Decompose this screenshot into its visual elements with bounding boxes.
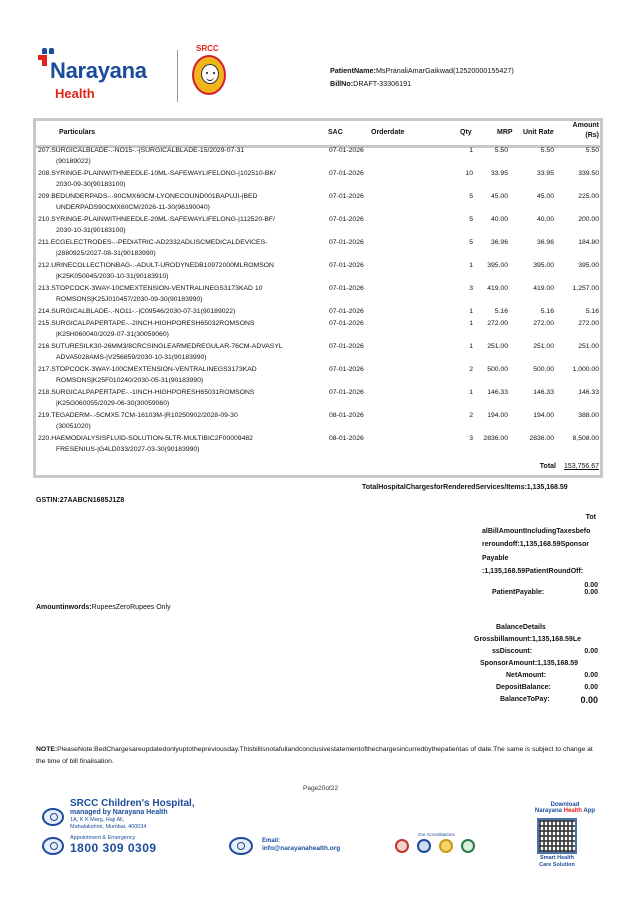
qty-cell: 1 bbox=[469, 147, 473, 154]
patient-payable-label: PatientPayable: bbox=[492, 589, 545, 596]
bill-no-value: DRAFT-33306191 bbox=[353, 79, 412, 88]
mrp-cell: 45.00 bbox=[490, 193, 508, 200]
amount-cell: 1,257.00 bbox=[572, 285, 599, 292]
amount-cell: 251.00 bbox=[578, 343, 599, 350]
qty-cell: 2 bbox=[469, 412, 473, 419]
gross-bill-line: Grossbillamount:1,135,168.59Le bbox=[474, 636, 581, 643]
item-description-cont: |K25H060040/2029-07-31(30059060) bbox=[56, 330, 169, 338]
particulars-cell bbox=[36, 192, 328, 213]
table-row bbox=[36, 365, 600, 388]
total-hospital-charges: TotalHospitalChargesforRenderedServices/Items:1,135,168.59 bbox=[362, 484, 568, 491]
orderdate-cell: 07-01-2026 bbox=[329, 193, 364, 200]
balance-to-pay-row bbox=[482, 696, 600, 703]
amount-cell: 395.00 bbox=[578, 262, 599, 269]
unit-rate-cell: 33.95 bbox=[536, 170, 554, 177]
item-description-cont: 2030-10-31(90183100) bbox=[56, 226, 126, 234]
table-row bbox=[36, 342, 600, 365]
table-row bbox=[36, 238, 600, 261]
mrp-cell: 419.00 bbox=[487, 285, 508, 292]
balance-title: BalanceDetails bbox=[496, 624, 546, 631]
qty-cell: 2 bbox=[469, 366, 473, 373]
child-face-icon bbox=[201, 64, 219, 84]
mrp-cell: 33.95 bbox=[490, 170, 508, 177]
mrp-cell: 272.00 bbox=[487, 320, 508, 327]
qty-cell: 1 bbox=[469, 262, 473, 269]
mrp-cell: 5.50 bbox=[494, 147, 508, 154]
email-link[interactable]: info@narayanahealth.org bbox=[262, 845, 341, 852]
unit-rate-cell: 419.00 bbox=[533, 285, 554, 292]
address-line-1: 1A, K K Marg, Haji Ali, bbox=[70, 817, 125, 823]
amount-cell: 5.50 bbox=[585, 147, 599, 154]
footer-managed-by: managed by Narayana Health bbox=[70, 809, 168, 816]
patient-payable-row bbox=[482, 589, 600, 596]
particulars-cell bbox=[36, 169, 328, 190]
item-description: 216.SUTURESILK30-26MM3/8CRCSINGLEARMEDREGULAR-76CM-ADVASYL bbox=[38, 343, 283, 350]
qty-cell: 1 bbox=[469, 389, 473, 396]
particulars-cell bbox=[36, 411, 328, 432]
page-number: Page20of22 bbox=[303, 785, 339, 792]
footer-address bbox=[70, 817, 146, 830]
amount-cell: 388.00 bbox=[578, 412, 599, 419]
smart-line-2: Care Solution bbox=[539, 861, 575, 868]
particulars-cell bbox=[36, 434, 328, 455]
mrp-cell: 5.16 bbox=[494, 308, 508, 315]
less-discount-row bbox=[482, 648, 600, 655]
particulars-cell bbox=[36, 238, 328, 259]
qty-cell: 3 bbox=[469, 435, 473, 442]
mrp-cell: 500.00 bbox=[487, 366, 508, 373]
note-label: NOTE: bbox=[36, 746, 58, 753]
qty-cell: 1 bbox=[469, 320, 473, 327]
accreditations-label: Our Accreditations bbox=[418, 832, 455, 837]
qty-cell: 1 bbox=[469, 308, 473, 315]
particulars-cell bbox=[36, 342, 328, 363]
unit-rate-cell: 2836.00 bbox=[529, 435, 554, 442]
patient-roundoff-value: 0.00 bbox=[584, 581, 598, 589]
location-icon bbox=[42, 808, 64, 826]
item-description: 209.BEDUNDERPADS-.-90CMX60CM-LYONECOUND001BAPUJI-|BED bbox=[38, 193, 258, 200]
smart-line-1: Smart Health bbox=[540, 855, 574, 861]
orderdate-cell: 07-01-2026 bbox=[329, 147, 364, 154]
table-total bbox=[540, 463, 599, 470]
less-discount-value: 0.00 bbox=[584, 648, 598, 655]
footer-hospital-name: SRCC Children's Hospital, bbox=[70, 798, 195, 809]
table-row bbox=[36, 388, 600, 411]
amount-cell: 184.80 bbox=[578, 239, 599, 246]
table-body bbox=[36, 146, 600, 458]
item-description-cont: |K25G060055/2029-06-30(30059060) bbox=[56, 399, 170, 407]
particulars-cell bbox=[36, 319, 328, 340]
orderdate-cell: 07-01-2026 bbox=[329, 239, 364, 246]
unit-rate-cell: 500.00 bbox=[533, 366, 554, 373]
table-row bbox=[36, 192, 600, 215]
charges-table bbox=[33, 118, 603, 478]
header-qty: Qty bbox=[460, 129, 472, 136]
less-discount-label: ssDiscount: bbox=[492, 648, 533, 655]
qty-cell: 3 bbox=[469, 285, 473, 292]
unit-rate-cell: 5.16 bbox=[540, 308, 554, 315]
unit-rate-cell: 36.96 bbox=[536, 239, 554, 246]
item-description: 208.SYRINGE-PLAINWITHNEEDLE-10ML-SAFEWAYLIFELONG-|102510-BK/ bbox=[38, 170, 276, 177]
orderdate-cell: 07-01-2026 bbox=[329, 262, 364, 269]
net-amount-row bbox=[482, 672, 600, 679]
bill-no-label: BillNo: bbox=[330, 79, 354, 88]
mrp-cell: 395.00 bbox=[487, 262, 508, 269]
narayana-health-logo bbox=[38, 46, 148, 106]
note-text: PleaseNote:BedChargesareupdatedonlyuptothepreviousday.Thisbillisnotafullandconclusivestatementofthechargesincurredbythepatientas of date.The same is subject to change at the time of bill finalisation. bbox=[36, 746, 593, 765]
patient-name-line bbox=[330, 64, 514, 77]
total-value: 153,756.67 bbox=[563, 463, 599, 470]
net-amount-label: NetAmount: bbox=[506, 672, 547, 679]
amount-cell: 339.50 bbox=[578, 170, 599, 177]
item-description: 220.HAEMODIALYSISFLUID-SOLUTION-5LTR-MULTIBIC2F00009482 bbox=[38, 435, 253, 442]
app-name-part: Health bbox=[563, 808, 582, 814]
item-description-cont: ADVA5028AMS-|V256859/2030-10-31(90183990) bbox=[56, 353, 207, 361]
amount-cell: 200.00 bbox=[578, 216, 599, 223]
srcc-label: SRCC bbox=[196, 44, 219, 53]
accreditation-seal-icon bbox=[395, 839, 409, 853]
table-row bbox=[36, 284, 600, 307]
unit-rate-cell: 40.00 bbox=[536, 216, 554, 223]
mrp-cell: 251.00 bbox=[487, 343, 508, 350]
orderdate-cell: 08-01-2026 bbox=[329, 435, 364, 442]
patient-name-label: PatientName: bbox=[330, 66, 376, 75]
table-row bbox=[36, 146, 600, 169]
item-description: 218.SURGICALPAPERTAPE-.-1INCH-HIGHPORESH65031ROMSONS bbox=[38, 389, 255, 396]
table-row bbox=[36, 169, 600, 192]
amount-cell: 5.16 bbox=[585, 308, 599, 315]
bill-line: Tot bbox=[585, 514, 596, 521]
orderdate-cell: 08-01-2026 bbox=[329, 412, 364, 419]
item-description: 213.STOPCOCK-3WAY-10CMEXTENSION-VENTRALINEGS3173KAD 10 bbox=[38, 285, 263, 292]
item-description-cont: (30051020) bbox=[56, 422, 91, 430]
unit-rate-cell: 395.00 bbox=[533, 262, 554, 269]
item-description-cont: 2030-09-30(90183100) bbox=[56, 180, 126, 188]
unit-rate-cell: 251.00 bbox=[533, 343, 554, 350]
header-orderdate: Orderdate bbox=[371, 129, 405, 136]
unit-rate-cell: 146.33 bbox=[533, 389, 554, 396]
table-row bbox=[36, 215, 600, 238]
table-row bbox=[36, 434, 600, 458]
bill-line: Payable bbox=[482, 554, 509, 562]
brand-name: Narayana bbox=[50, 58, 147, 83]
email-label: Email: bbox=[262, 838, 281, 844]
qty-cell: 5 bbox=[469, 193, 473, 200]
table-row bbox=[36, 261, 600, 284]
qty-cell: 1 bbox=[469, 343, 473, 350]
amount-cell: 225.00 bbox=[578, 193, 599, 200]
accreditation-seal-icon bbox=[417, 839, 431, 853]
header-mrp: MRP bbox=[497, 129, 513, 136]
balance-to-pay-label: BalanceToPay: bbox=[500, 696, 550, 703]
header-unit-rate: Unit Rate bbox=[523, 129, 554, 136]
bill-amount-block bbox=[482, 511, 600, 592]
item-description: 219.TEGADERM-.-5CMX5.7CM-16103M-|R10250902/2028-09-30 bbox=[38, 412, 238, 419]
orderdate-cell: 07-01-2026 bbox=[329, 389, 364, 396]
email-icon bbox=[229, 837, 253, 855]
item-description-cont: |2880925/2027-08-31(90183990) bbox=[56, 249, 156, 257]
accreditation-seal-icon bbox=[439, 839, 453, 853]
orderdate-cell: 07-01-2026 bbox=[329, 285, 364, 292]
particulars-cell bbox=[36, 215, 328, 236]
deposit-balance-value: 0.00 bbox=[584, 684, 598, 691]
logo-divider bbox=[177, 50, 178, 102]
appointment-label: Appointment & Emergency bbox=[70, 835, 136, 841]
header-sac: SAC bbox=[328, 129, 343, 136]
item-description-cont: ROMSONS|K25F010240/2030-05-31(90183990) bbox=[56, 376, 204, 384]
particulars-cell bbox=[36, 307, 328, 318]
amount-cell: 272.00 bbox=[578, 320, 599, 327]
item-description-cont: (90189022) bbox=[56, 157, 91, 165]
item-description: 211.ECGELECTRODES-.-PEDIATRIC-AD2332ADLISCMEDICALDEVICES- bbox=[38, 239, 268, 246]
smart-health-caption bbox=[525, 855, 589, 868]
app-name-part: App bbox=[581, 808, 596, 814]
download-app-block bbox=[515, 802, 615, 814]
particulars-cell bbox=[36, 284, 328, 305]
srcc-badge-icon bbox=[192, 55, 226, 95]
amount-cell: 146.33 bbox=[578, 389, 599, 396]
orderdate-cell: 07-01-2026 bbox=[329, 170, 364, 177]
patient-name-value: MsPranaliAmarGaikwad(12520000155427) bbox=[375, 66, 514, 75]
unit-rate-cell: 45.00 bbox=[536, 193, 554, 200]
item-description-cont: ROMSONS|K25J010457/2030-09-30(90183990) bbox=[56, 295, 203, 303]
address-line-2: Mahalakshmi, Mumbai, 400034 bbox=[70, 823, 147, 830]
item-description: 215.SURGICALPAPERTAPE-.-2INCH-HIGHPORESH65032ROMSONS bbox=[38, 320, 255, 327]
mrp-cell: 2836.00 bbox=[483, 435, 508, 442]
table-row bbox=[36, 319, 600, 342]
item-description-cont: |K25K050045/2030-10-31(90183910) bbox=[56, 272, 169, 280]
bill-line: :1,135,168.59PatientRoundOff: bbox=[482, 568, 584, 575]
bill-line: alBillAmountIncludingTaxesbefo bbox=[482, 527, 591, 535]
unit-rate-cell: 5.50 bbox=[540, 147, 554, 154]
mrp-cell: 194.00 bbox=[487, 412, 508, 419]
item-description-cont: UNDERPADS90CMX60CM/2026-11-30(96190040) bbox=[56, 203, 210, 211]
header-amount-unit: (Rs) bbox=[585, 132, 599, 139]
amount-cell: 1,000.00 bbox=[572, 366, 599, 373]
amount-in-words bbox=[36, 604, 171, 611]
download-label: Download bbox=[550, 802, 580, 808]
item-description: 212.URINECOLLECTIONBAG-.-ADULT-URODYNEDB10972000MLROMSON bbox=[38, 262, 274, 269]
app-name bbox=[515, 808, 615, 814]
amount-words-value: RupeesZeroRupees Only bbox=[91, 604, 171, 611]
total-label: Total bbox=[539, 463, 556, 470]
accreditation-seal-icon bbox=[461, 839, 475, 853]
balance-to-pay-value: 0.00 bbox=[580, 695, 598, 705]
patient-info bbox=[330, 64, 514, 90]
mrp-cell: 146.33 bbox=[487, 389, 508, 396]
emergency-phone[interactable]: 1800 309 0309 bbox=[70, 841, 157, 855]
particulars-cell bbox=[36, 365, 328, 386]
srcc-logo bbox=[190, 44, 232, 106]
header-particulars: Particulars bbox=[59, 129, 96, 136]
table-row bbox=[36, 411, 600, 434]
item-description: 214.SURGICALBLADE-.-NO11-.-|C09546/2030-07-31(90189022) bbox=[38, 308, 236, 315]
deposit-balance-row bbox=[482, 684, 600, 691]
qr-code-icon[interactable] bbox=[537, 818, 577, 854]
orderdate-cell: 07-01-2026 bbox=[329, 320, 364, 327]
item-description: 210.SYRINGE-PLAINWITHNEEDLE-20ML-SAFEWAYLIFELONG-|112520-BF/ bbox=[38, 216, 275, 223]
bill-no-line bbox=[330, 77, 514, 90]
sponsor-amount: SponsorAmount:1,135,168.59 bbox=[480, 660, 579, 667]
net-amount-value: 0.00 bbox=[584, 672, 598, 679]
orderdate-cell: 07-01-2026 bbox=[329, 216, 364, 223]
orderdate-cell: 07-01-2026 bbox=[329, 308, 364, 315]
amount-cell: 8,508.00 bbox=[572, 435, 599, 442]
item-description-cont: FRESENIUS-|G4LD033/2027-03-30(90183990) bbox=[56, 445, 200, 453]
gstin: GSTIN:27AABCN1685J1Z8 bbox=[36, 497, 125, 504]
bill-note bbox=[36, 744, 596, 768]
qty-cell: 5 bbox=[469, 216, 473, 223]
bill-line: reroundoff:1,135,168.59Sponsor bbox=[482, 541, 589, 548]
qty-cell: 5 bbox=[469, 239, 473, 246]
patient-payable-value: 0.00 bbox=[584, 589, 598, 596]
particulars-cell bbox=[36, 146, 328, 167]
mrp-cell: 36.96 bbox=[490, 239, 508, 246]
particulars-cell bbox=[36, 388, 328, 409]
unit-rate-cell: 272.00 bbox=[533, 320, 554, 327]
qty-cell: 10 bbox=[465, 170, 473, 177]
item-description: 217.STOPCOCK-3WAY-100CMEXTENSION-VENTRALINEGS3173KAD bbox=[38, 366, 257, 373]
phone-icon bbox=[42, 837, 64, 855]
table-row bbox=[36, 307, 600, 319]
amount-words-label: Amountinwords: bbox=[36, 604, 92, 611]
orderdate-cell: 07-01-2026 bbox=[329, 343, 364, 350]
app-name-part: Narayana bbox=[534, 808, 564, 814]
table-header bbox=[36, 121, 600, 148]
orderdate-cell: 07-01-2026 bbox=[329, 366, 364, 373]
brand-subname: Health bbox=[55, 86, 95, 101]
header-amount: Amount bbox=[572, 122, 599, 129]
particulars-cell bbox=[36, 261, 328, 282]
mrp-cell: 40.00 bbox=[490, 216, 508, 223]
deposit-balance-label: DepositBalance: bbox=[496, 684, 551, 691]
item-description: 207.SURGICALBLADE-.-NO15-.-|SURGICALBLADE-15/2029-07-31 bbox=[38, 147, 245, 154]
unit-rate-cell: 194.00 bbox=[533, 412, 554, 419]
